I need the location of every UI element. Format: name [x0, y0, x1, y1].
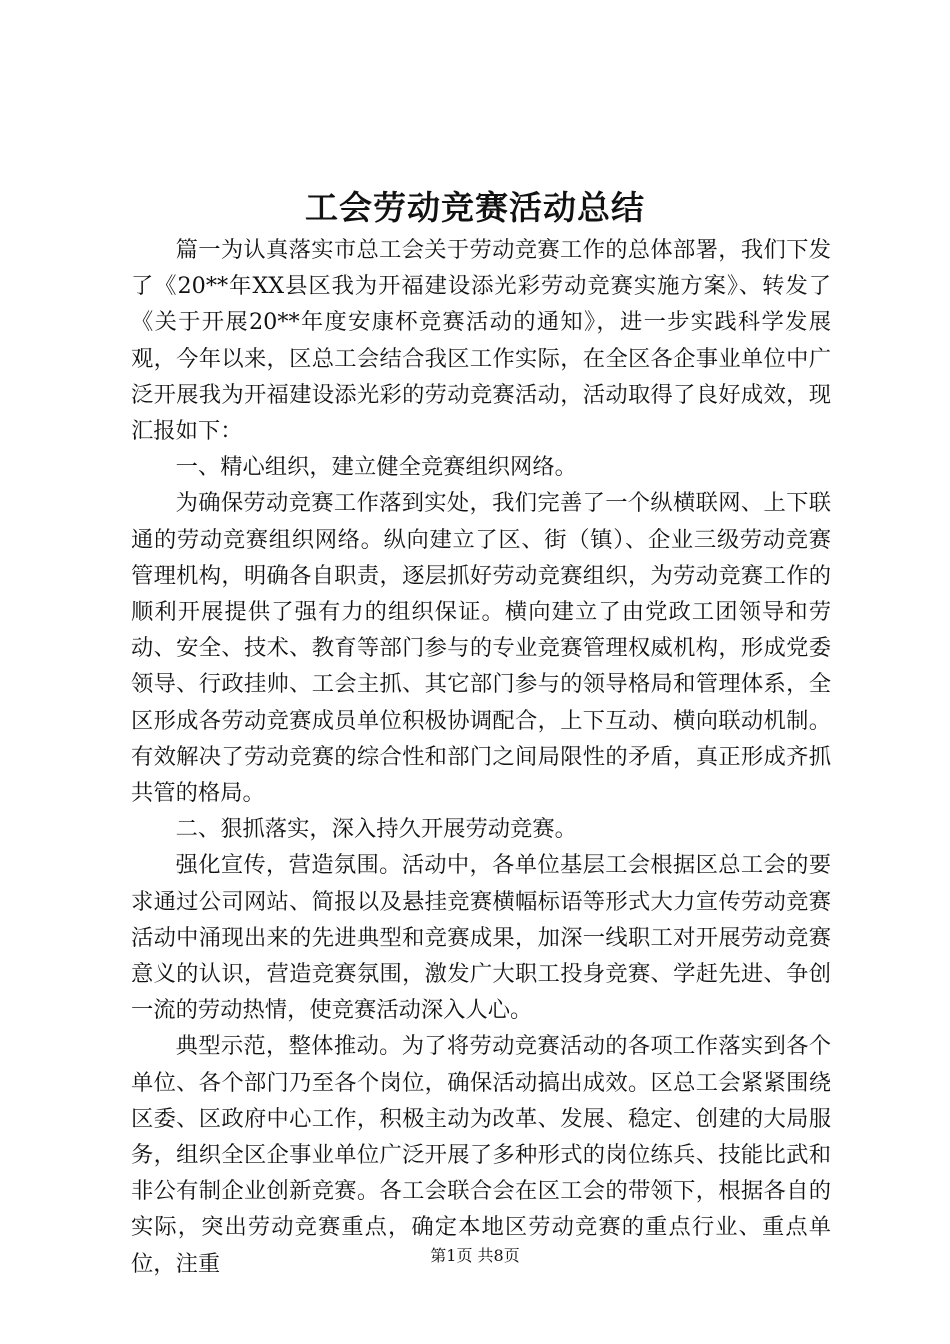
paragraph: 典型示范，整体推动。为了将劳动竞赛活动的各项工作落实到各个单位、各个部门乃至各个岗位，确保活动搞出成效。区总工会紧紧围绕区委、区政府中心工作，积极主动为改革、发展、稳定、创建的大局服务，组织全区企事业单位广泛开展了多种形式的岗位练兵、技能比武和非公有制企业创新竞赛。各工会联合会在区工会的带领下，根据各自的实际，突出劳动竞赛重点，确定本地区劳动竞赛的重点行业、重点单位，注重: [131, 1033, 831, 1277]
section-heading: 二、狠抓落实，深入持久开展劳动竞赛。: [175, 816, 577, 843]
paragraph: 强化宣传，营造氛围。活动中，各单位基层工会根据区总工会的要求通过公司网站、简报以及悬挂竞赛横幅标语等形式大力宣传劳动竞赛活动中涌现出来的先进典型和竞赛成果，加深一线职工对开展劳动竞赛意义的认识，营造竞赛氛围，激发广大职工投身竞赛、学赶先进、争创一流的劳动热情，使竞赛活动深入人心。: [131, 852, 831, 1024]
paragraph: 篇一为认真落实市总工会关于劳动竞赛工作的总体部署，我们下发了《20**年XX县区我为开福建设添光彩劳动竞赛实施方案》、转发了《关于开展20**年度安康杯竞赛活动的通知》，进一步实践科学发展观，今年以来，区总工会结合我区工作实际，在全区各企事业单位中广泛开展我为开福建设添光彩的劳动竞赛活动，活动取得了良好成效，现汇报如下：: [131, 237, 831, 445]
page-footer: 第1页 共8页: [430, 1246, 520, 1265]
paragraph: 为确保劳动竞赛工作落到实处，我们完善了一个纵横联网、上下联通的劳动竞赛组织网络。纵向建立了区、街（镇）、企业三级劳动竞赛管理机构，明确各自职责，逐层抓好劳动竞赛组织，为劳动竞赛工作的顺利开展提供了强有力的组织保证。横向建立了由党政工团领导和劳动、安全、技术、教育等部门参与的专业竞赛管理权威机构，形成党委领导、行政挂帅、工会主抓、其它部门参与的领导格局和管理体系，全区形成各劳动竞赛成员单位积极协调配合，上下互动、横向联动机制。有效解决了劳动竞赛的综合性和部门之间局限性的矛盾，真正形成齐抓共管的格局。: [131, 490, 831, 807]
document-body: [131, 232, 831, 1282]
document-title: 工会劳动竞赛活动总结: [305, 188, 645, 227]
section-heading: 一、精心组织，建立健全竞赛组织网络。: [175, 454, 577, 481]
